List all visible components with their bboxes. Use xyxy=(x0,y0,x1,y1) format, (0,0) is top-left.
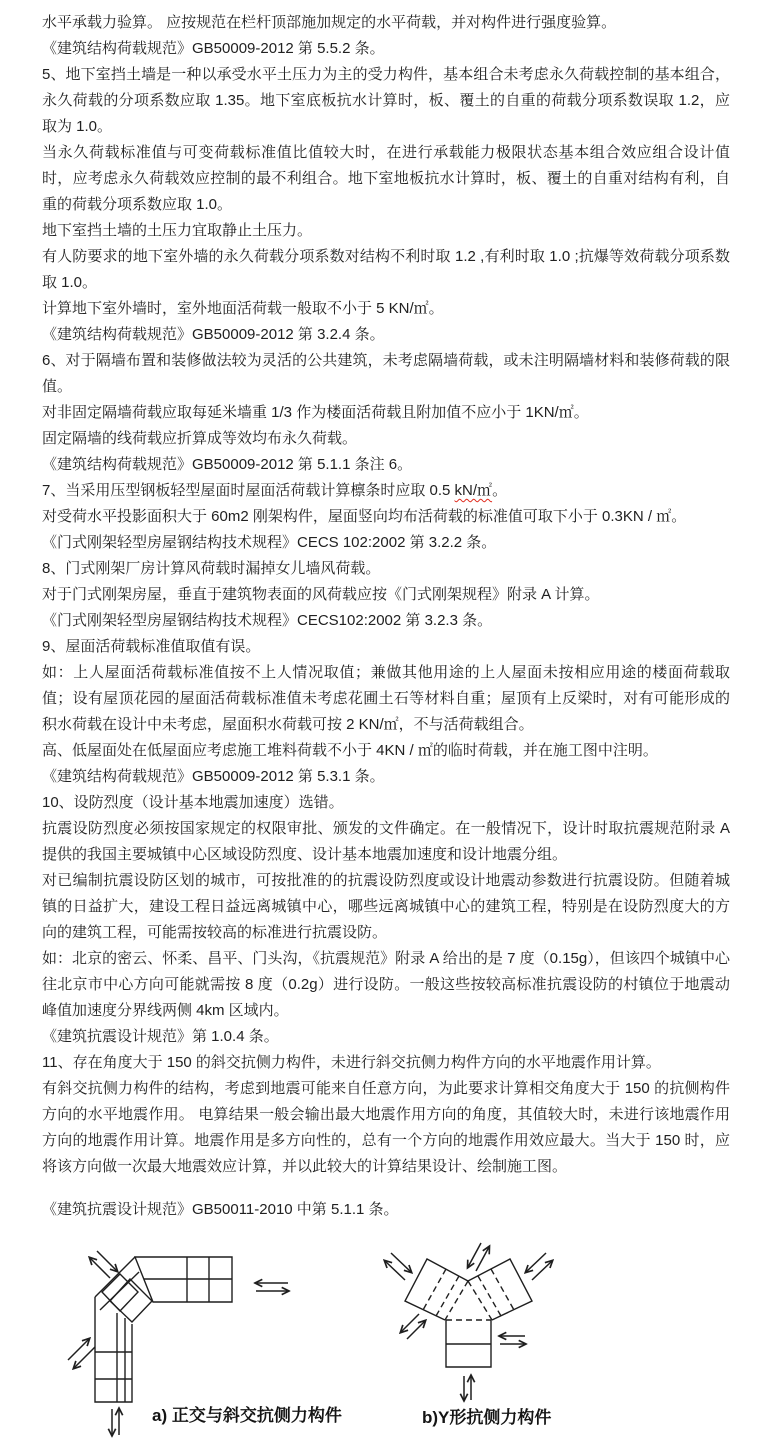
paragraph-text: 。 xyxy=(492,482,508,499)
y-shaped-building-outline xyxy=(405,1259,532,1367)
paragraph: 对受荷水平投影面积大于 60m2 刚架构件，屋面竖向均布活荷载的标准值可取下小于 0.3KN / ㎡。 xyxy=(42,508,687,525)
figure-row xyxy=(60,1239,730,1439)
spellcheck-underlined-text: kN/㎡ xyxy=(454,482,493,499)
paragraph: 10、设防烈度（设计基本地震加速度）选错。 xyxy=(42,794,344,811)
code-reference: 《门式刚架轻型房屋钢结构技术规程》CECS102:2002 第 3.2.3 条。 xyxy=(42,612,493,629)
code-reference: 《建筑抗震设计规范》GB50011-2010 中第 5.1.1 条。 xyxy=(42,1201,399,1218)
diagram-orthogonal-and-skew-members xyxy=(60,1239,360,1439)
paragraph: 5、地下室挡土墙是一种以承受水平土压力为主的受力构件，基本组合未考虑永久荷载控制的基本组合，永久荷载的分项系数应取 1.35。地下室底板抗水计算时，板、覆土的自重的荷载分项系数误取 1.2，应取为 1.0。 xyxy=(42,66,730,135)
paragraph: 对非固定隔墙荷载应取每延米墙重 1/3 作为楼面活荷载且附加值不应小于 1KN/㎡。 xyxy=(42,404,589,421)
code-reference: 《建筑结构荷载规范》GB50009-2012 第 5.1.1 条注 6。 xyxy=(42,456,413,473)
paragraph: 抗震设防烈度必须按国家规定的权限审批、颁发的文件确定。在一般情况下，设计时取抗震规范附录 A 提供的我国主要城镇中心区域设防烈度、设计基本地震加速度和设计地震分组。 xyxy=(42,820,730,863)
paragraph: 当永久荷载标准值与可变荷载标准值比值较大时，在进行承载能力极限状态基本组合效应组合设计值时，应考虑永久荷载效应控制的最不利组合。地下室地板抗水计算时，板、覆土的自重对结构有利，自重的荷载分项系数应取 1.0。 xyxy=(42,144,730,213)
paragraph: 高、低屋面处在低屋面应考虑施工堆料荷载不小于 4KN / ㎡的临时荷载，并在施工图中注明。 xyxy=(42,742,658,759)
code-reference: 《建筑结构荷载规范》GB50009-2012 第 5.5.2 条。 xyxy=(42,40,385,57)
paragraph: 地下室挡土墙的土压力宜取静止土压力。 xyxy=(42,222,313,239)
paragraph: 固定隔墙的线荷载应折算成等效均布永久荷载。 xyxy=(42,430,358,447)
seismic-direction-arrows xyxy=(385,1243,552,1400)
skew-member-cell xyxy=(102,1274,138,1311)
paragraph: 9、屋面活荷载标准值取值有误。 xyxy=(42,638,261,655)
paragraph-text: 7、当采用压型钢板轻型屋面时屋面活荷载计算檩条时应取 0.5 xyxy=(42,482,455,499)
paragraph: 8、门式刚架厂房计算风荷载时漏掉女儿墙风荷载。 xyxy=(42,560,381,577)
paragraph: 计算地下室外墙时，室外地面活荷载一般取不小于 5 KN/㎡。 xyxy=(42,300,444,317)
paragraph: 对于门式刚架房屋，垂直于建筑物表面的风荷载应按《门式刚架规程》附录 A 计算。 xyxy=(42,586,600,603)
paragraph: 对已编制抗震设防区划的城市，可按批准的的抗震设防烈度或设计地震动参数进行抗震设防。但随着城镇的日益扩大，建设工程日益远离城镇中心，哪些远离城镇中心的建筑工程，特别是在设防烈度大的方向的建筑工程，可能需按较高的标准进行抗震设防。 xyxy=(42,872,730,941)
paragraph: 水平承载力验算。 应按规范在栏杆顶部施加规定的水平荷载，并对构件进行强度验算。 xyxy=(42,14,617,31)
paragraph: 6、对于隔墙布置和装修做法较为灵活的公共建筑，未考虑隔墙荷载，或未注明隔墙材料和装修荷载的限值。 xyxy=(42,352,730,395)
paragraph-with-spellcheck-underline xyxy=(42,478,730,504)
code-reference: 《建筑抗震设计规范》第 1.0.4 条。 xyxy=(42,1028,279,1045)
paragraph: 11、存在角度大于 150 的斜交抗侧力构件，未进行斜交抗侧力构件方向的水平地震作用计算。 xyxy=(42,1054,661,1071)
paragraph: 有斜交抗侧力构件的结构，考虑到地震可能来自任意方向，为此要求计算相交角度大于 150 的抗侧构件方向的水平地震作用。 电算结果一般会输出最大地震作用方向的角度，其值较大时，未进行该地震作用方向的地震作用计算。地震作用是多方向性的，总有一个方向的地震作用效应最大。当大于 150 时，应将该方向做一次最大地震效应计算，并以此较大的计算结果设计、绘制施工图。 xyxy=(42,1080,730,1175)
l-shaped-building-outline xyxy=(95,1257,232,1402)
figure-caption-a: a) 正交与斜交抗侧力构件 xyxy=(152,1406,342,1425)
paragraph: 如：北京的密云、怀柔、昌平、门头沟，《抗震规范》附录 A 给出的是 7 度（0.15g），但该四个城镇中心往北京市中心方向可能就需按 8 度（0.2g）进行设防。一般这些按较高标准抗震设防的村镇位于地震动峰值加速度分界线两侧 4km 区域内。 xyxy=(42,950,730,1019)
diagram-y-shaped-members xyxy=(360,1239,620,1434)
paragraph: 有人防要求的地下室外墙的永久荷载分项系数对结构不利时取 1.2 ,有利时取 1.0 ;抗爆等效荷载分项系数取 1.0。 xyxy=(42,248,730,291)
figure-caption-b: b)Y形抗侧力构件 xyxy=(422,1408,552,1427)
paragraph: 如：上人屋面活荷载标准值按不上人情况取值；兼做其他用途的上人屋面未按相应用途的楼面荷载取值；设有屋顶花园的屋面活荷载标准值未考虑花圃土石等材料自重；屋顶有上反梁时，对有可能形成的积水荷载在设计中未考虑，屋面积水荷载可按 2 KN/㎡，不与活荷载组合。 xyxy=(42,664,730,733)
code-reference: 《建筑结构荷载规范》GB50009-2012 第 5.3.1 条。 xyxy=(42,768,385,785)
code-reference: 《门式刚架轻型房屋钢结构技术规程》CECS 102:2002 第 3.2.2 条。 xyxy=(42,534,497,551)
code-reference: 《建筑结构荷载规范》GB50009-2012 第 3.2.4 条。 xyxy=(42,326,385,343)
